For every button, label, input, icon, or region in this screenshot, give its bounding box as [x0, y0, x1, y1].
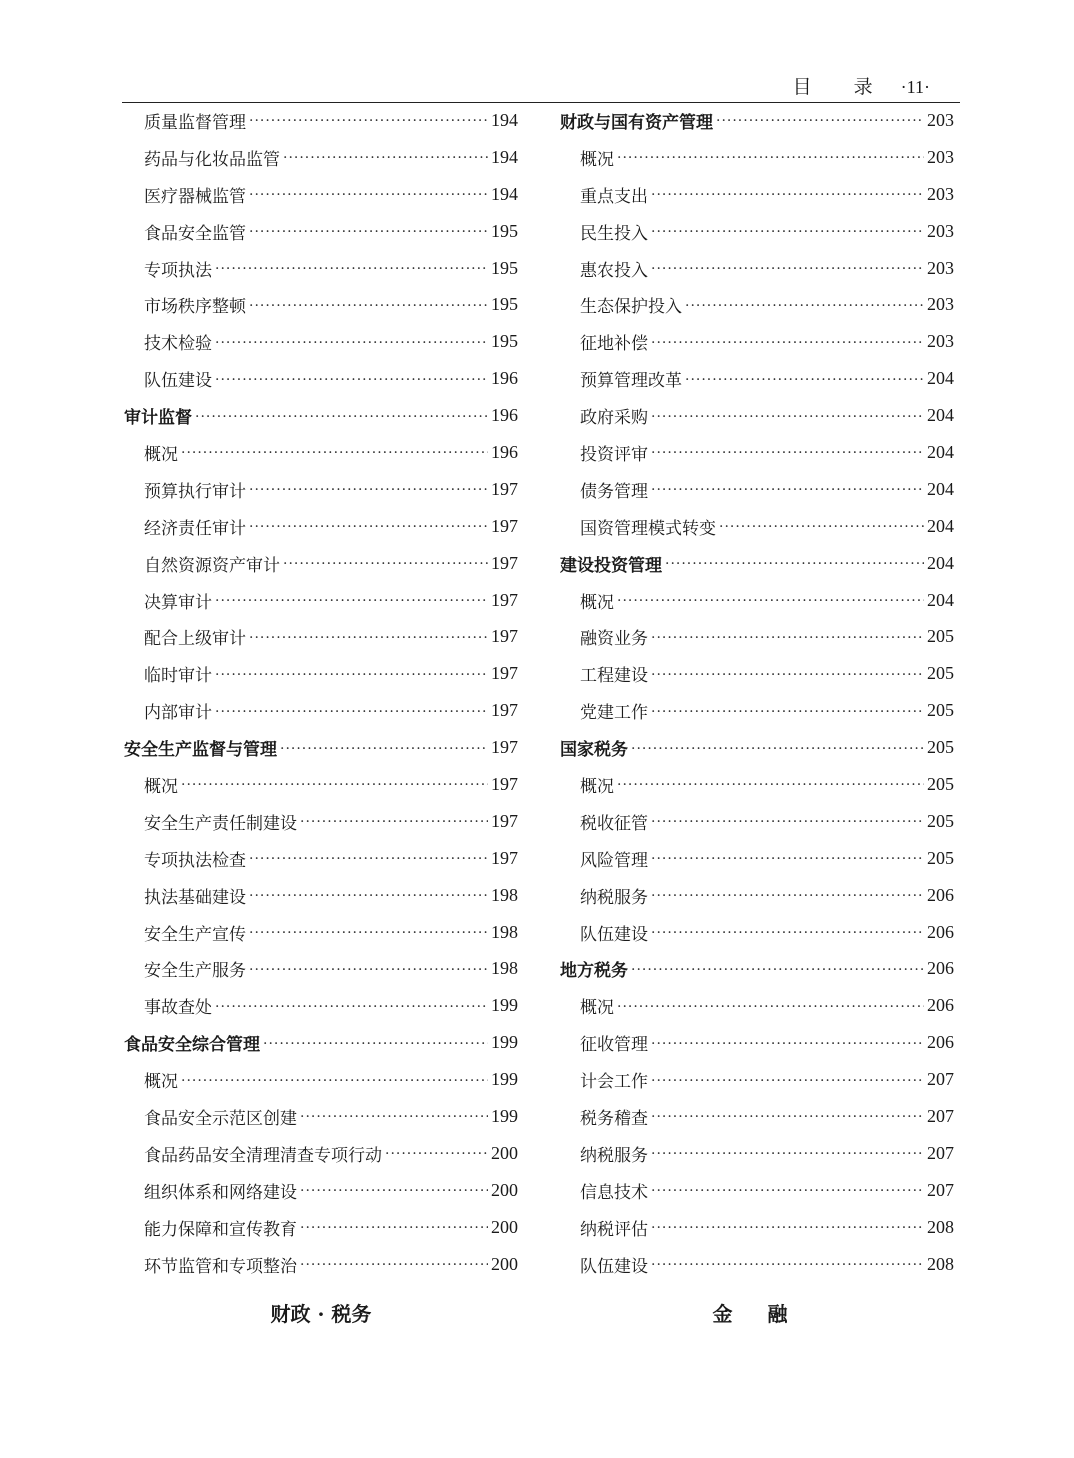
dot-leader	[249, 483, 488, 497]
dot-leader	[215, 594, 488, 608]
toc-entry-label: 能力保障和宣传教育	[144, 1219, 297, 1240]
toc-entry-label: 药品与化妆品监管	[144, 149, 280, 170]
toc-entry-page-number: 194	[491, 146, 518, 167]
dot-leader	[249, 889, 488, 903]
next-section-title-right: 金 融	[712, 1302, 802, 1326]
toc-entry[interactable]	[124, 508, 518, 545]
toc-entry-label: 国资管理模式转变	[580, 518, 716, 539]
toc-entry-page-number: 204	[927, 478, 954, 499]
dot-leader	[651, 483, 924, 497]
toc-entry-page-number: 207	[927, 1179, 954, 1200]
toc-section-entry[interactable]	[124, 1024, 518, 1061]
toc-entry-page-number: 203	[927, 183, 954, 204]
toc-entry-label: 融资业务	[580, 629, 648, 650]
toc-entry[interactable]	[124, 434, 518, 471]
toc-entry[interactable]	[124, 139, 518, 176]
toc-entry-page-number: 204	[927, 552, 954, 573]
toc-entry-page-number: 200	[491, 1179, 518, 1200]
dot-leader	[300, 1258, 488, 1272]
dot-leader	[617, 151, 924, 165]
toc-entry-page-number: 199	[491, 1069, 518, 1090]
dot-leader	[651, 1184, 924, 1198]
toc-entry-page-number: 197	[491, 700, 518, 721]
toc-entry-label: 债务管理	[580, 481, 648, 502]
toc-entry-label: 安全生产责任制建设	[144, 813, 297, 834]
toc-entry-page-number: 206	[927, 1032, 954, 1053]
toc-entry-page-number: 199	[491, 995, 518, 1016]
toc-entry-page-number: 195	[491, 331, 518, 352]
toc-entry[interactable]	[560, 434, 954, 471]
toc-entry-label: 生态保护投入	[580, 297, 682, 318]
toc-entry[interactable]	[124, 987, 518, 1024]
dot-leader	[716, 114, 924, 128]
toc-entry[interactable]	[560, 213, 954, 250]
toc-entry[interactable]	[124, 766, 518, 803]
dot-leader	[195, 410, 488, 424]
toc-entry-label: 税收征管	[580, 813, 648, 834]
toc-section-entry[interactable]	[124, 397, 518, 434]
toc-entry-label: 民生投入	[580, 223, 648, 244]
toc-entry[interactable]	[560, 1061, 954, 1098]
toc-entry-label: 预算管理改革	[580, 371, 682, 392]
toc-entry-page-number: 194	[491, 183, 518, 204]
toc-entry[interactable]	[124, 1172, 518, 1209]
toc-entry-page-number: 207	[927, 1105, 954, 1126]
toc-entry-label: 食品药品安全清理清查专项行动	[144, 1145, 382, 1166]
toc-entry-label: 纳税评估	[580, 1219, 648, 1240]
dot-leader	[249, 631, 488, 645]
toc-entry-label: 临时审计	[144, 666, 212, 687]
toc-entry-label: 队伍建设	[580, 1256, 648, 1277]
toc-entry[interactable]	[124, 914, 518, 951]
toc-entry[interactable]	[124, 360, 518, 397]
toc-entry-label: 专项执法检查	[144, 850, 246, 871]
toc-entry-page-number: 205	[927, 773, 954, 794]
toc-entry[interactable]	[124, 1209, 518, 1246]
toc-entry[interactable]	[560, 655, 954, 692]
toc-entry-label: 医疗器械监管	[144, 186, 246, 207]
dot-leader	[280, 742, 488, 756]
toc-entry[interactable]	[124, 618, 518, 655]
toc-entry-page-number: 196	[491, 405, 518, 426]
toc-entry-label: 概况	[580, 149, 614, 170]
toc-section-entry[interactable]	[560, 545, 954, 582]
toc-entry-label: 队伍建设	[580, 924, 648, 945]
dot-leader	[651, 410, 924, 424]
toc-entry[interactable]	[124, 1135, 518, 1172]
toc-entry-label: 执法基础建设	[144, 887, 246, 908]
toc-entry-label: 征收管理	[580, 1035, 648, 1056]
toc-entry-label: 计会工作	[580, 1072, 648, 1093]
toc-entry-page-number: 203	[927, 294, 954, 315]
toc-entry-label: 食品安全综合管理	[124, 1035, 260, 1056]
dot-leader	[249, 225, 488, 239]
toc-entry[interactable]	[124, 176, 518, 213]
toc-entry-page-number: 199	[491, 1105, 518, 1126]
toc-entry-label: 组织体系和网络建设	[144, 1182, 297, 1203]
toc-section-entry[interactable]	[560, 950, 954, 987]
toc-entry-page-number: 198	[491, 958, 518, 979]
dot-leader	[631, 742, 924, 756]
toc-entry-page-number: 203	[927, 109, 954, 130]
dot-leader	[249, 963, 488, 977]
dot-leader	[719, 520, 924, 534]
dot-leader	[651, 1147, 924, 1161]
toc-entry-label: 建设投资管理	[560, 555, 662, 576]
dot-leader	[249, 299, 488, 313]
toc-entry[interactable]	[124, 877, 518, 914]
dot-leader	[651, 1037, 924, 1051]
toc-entry-label: 安全生产宣传	[144, 924, 246, 945]
toc-entry[interactable]	[560, 508, 954, 545]
toc-section-entry[interactable]	[560, 102, 954, 139]
dot-leader	[651, 889, 924, 903]
dot-leader	[651, 446, 924, 460]
toc-entry[interactable]	[560, 397, 954, 434]
toc-entry-label: 概况	[580, 998, 614, 1019]
dot-leader	[651, 262, 924, 276]
toc-entry[interactable]	[560, 1135, 954, 1172]
toc-entry-page-number: 196	[491, 441, 518, 462]
toc-entry-page-number: 206	[927, 958, 954, 979]
page-header	[122, 68, 960, 103]
toc-entry-page-number: 197	[491, 810, 518, 831]
toc-entry[interactable]	[124, 1246, 518, 1283]
dot-leader	[651, 926, 924, 940]
toc-entry-page-number: 205	[927, 737, 954, 758]
dot-leader	[617, 594, 924, 608]
toc-entry[interactable]	[124, 840, 518, 877]
dot-leader	[249, 114, 488, 128]
dot-leader	[215, 262, 488, 276]
toc-entry-label: 市场秩序整顿	[144, 297, 246, 318]
dot-leader	[651, 852, 924, 866]
dot-leader	[283, 151, 488, 165]
dot-leader	[685, 373, 924, 387]
toc-entry-page-number: 207	[927, 1069, 954, 1090]
toc-entry[interactable]	[560, 323, 954, 360]
toc-entry-label: 预算执行审计	[144, 481, 246, 502]
toc-entry-page-number: 204	[927, 515, 954, 536]
toc-entry[interactable]	[560, 471, 954, 508]
toc-entry-label: 审计监督	[124, 408, 192, 429]
toc-entry-page-number: 197	[491, 737, 518, 758]
toc-entry-label: 经济责任审计	[144, 518, 246, 539]
toc-entry-page-number: 200	[491, 1142, 518, 1163]
dot-leader	[215, 336, 488, 350]
toc-entry[interactable]	[560, 987, 954, 1024]
toc-entry[interactable]	[560, 766, 954, 803]
dot-leader	[651, 336, 924, 350]
toc-entry-label: 概况	[580, 776, 614, 797]
dot-leader	[249, 188, 488, 202]
toc-entry-page-number: 197	[491, 773, 518, 794]
toc-section-entry[interactable]	[124, 729, 518, 766]
toc-entry-label: 地方税务	[560, 961, 628, 982]
dot-leader	[617, 1000, 924, 1014]
dot-leader	[215, 705, 488, 719]
toc-entry-page-number: 205	[927, 663, 954, 684]
dot-leader	[215, 668, 488, 682]
dot-leader	[263, 1037, 488, 1051]
toc-entry-page-number: 205	[927, 847, 954, 868]
toc-entry-label: 信息技术	[580, 1182, 648, 1203]
dot-leader	[651, 188, 924, 202]
toc-entry[interactable]	[560, 1098, 954, 1135]
toc-entry-label: 惠农投入	[580, 260, 648, 281]
dot-leader	[651, 1221, 924, 1235]
toc-entry-label: 安全生产服务	[144, 961, 246, 982]
toc-entry-label: 投资评审	[580, 444, 648, 465]
toc-entry[interactable]	[560, 692, 954, 729]
toc-entry[interactable]	[124, 213, 518, 250]
toc-entry-page-number: 204	[927, 589, 954, 610]
dot-leader	[249, 926, 488, 940]
toc-entry[interactable]	[560, 139, 954, 176]
dot-leader	[300, 1221, 488, 1235]
toc-entry-page-number: 204	[927, 368, 954, 389]
toc-entry[interactable]	[124, 1061, 518, 1098]
toc-entry-page-number: 205	[927, 626, 954, 647]
dot-leader	[631, 963, 924, 977]
toc-entry-label: 环节监管和专项整治	[144, 1256, 297, 1277]
toc-entry[interactable]	[124, 323, 518, 360]
toc-entry-page-number: 197	[491, 552, 518, 573]
toc-entry-label: 配合上级审计	[144, 629, 246, 650]
toc-entry[interactable]	[124, 582, 518, 619]
toc-entry-page-number: 194	[491, 109, 518, 130]
toc-entry-label: 重点支出	[580, 186, 648, 207]
toc-entry-page-number: 195	[491, 220, 518, 241]
toc-entry-page-number: 195	[491, 257, 518, 278]
toc-entry[interactable]	[124, 1098, 518, 1135]
toc-entry-label: 食品安全示范区创建	[144, 1108, 297, 1129]
toc-entry-page-number: 200	[491, 1253, 518, 1274]
toc-entry[interactable]	[560, 286, 954, 323]
toc-entry[interactable]	[560, 176, 954, 213]
toc-entry-page-number: 203	[927, 257, 954, 278]
toc-entry[interactable]	[560, 914, 954, 951]
toc-entry-label: 概况	[144, 444, 178, 465]
toc-entry-page-number: 206	[927, 921, 954, 942]
dot-leader	[651, 1258, 924, 1272]
dot-leader	[215, 373, 488, 387]
toc-entry-label: 政府采购	[580, 408, 648, 429]
toc-entry-label: 财政与国有资产管理	[560, 112, 713, 133]
toc-entry-label: 风险管理	[580, 850, 648, 871]
toc-entry[interactable]	[560, 1024, 954, 1061]
toc-entry-label: 概况	[144, 1072, 178, 1093]
dot-leader	[651, 225, 924, 239]
running-head-title: 目 录	[792, 76, 891, 98]
toc-entry-label: 技术检验	[144, 334, 212, 355]
dot-leader	[651, 668, 924, 682]
toc-entry-label: 食品安全监管	[144, 223, 246, 244]
toc-right-column	[560, 102, 954, 1283]
toc-entry-label: 安全生产监督与管理	[124, 740, 277, 761]
toc-entry-label: 纳税服务	[580, 1145, 648, 1166]
dot-leader	[181, 778, 488, 792]
dot-leader	[215, 1000, 488, 1014]
toc-entry-label: 队伍建设	[144, 371, 212, 392]
toc-entry[interactable]	[560, 1246, 954, 1283]
toc-entry-label: 税务稽查	[580, 1108, 648, 1129]
toc-entry-label: 概况	[144, 776, 178, 797]
toc-entry-label: 决算审计	[144, 592, 212, 613]
dot-leader	[300, 1110, 488, 1124]
toc-entry[interactable]	[560, 582, 954, 619]
toc-entry-label: 征地补偿	[580, 334, 648, 355]
dot-leader	[685, 299, 924, 313]
dot-leader	[181, 1074, 488, 1088]
toc-entry-page-number: 204	[927, 441, 954, 462]
toc-entry[interactable]	[560, 360, 954, 397]
dot-leader	[181, 446, 488, 460]
toc-entry[interactable]	[124, 692, 518, 729]
toc-entry[interactable]	[560, 1172, 954, 1209]
dot-leader	[249, 520, 488, 534]
toc-entry-page-number: 205	[927, 810, 954, 831]
toc-entry-label: 事故查处	[144, 998, 212, 1019]
running-head-page-number: ·11·	[900, 77, 930, 97]
toc-entry-page-number: 199	[491, 1032, 518, 1053]
toc-entry-page-number: 203	[927, 220, 954, 241]
toc-entry[interactable]	[560, 618, 954, 655]
dot-leader	[385, 1147, 488, 1161]
toc-entry[interactable]	[560, 840, 954, 877]
toc-entry[interactable]	[560, 803, 954, 840]
toc-entry-page-number: 200	[491, 1216, 518, 1237]
toc-entry-page-number: 207	[927, 1142, 954, 1163]
toc-entry-page-number: 197	[491, 626, 518, 647]
toc-entry-page-number: 203	[927, 146, 954, 167]
toc-entry-page-number: 203	[927, 331, 954, 352]
toc-entry-page-number: 195	[491, 294, 518, 315]
toc-entry-page-number: 204	[927, 405, 954, 426]
toc-entry-label: 工程建设	[580, 666, 648, 687]
toc-section-entry[interactable]	[560, 729, 954, 766]
toc-entry-page-number: 197	[491, 589, 518, 610]
dot-leader	[283, 557, 488, 571]
toc-entry-page-number: 197	[491, 663, 518, 684]
toc-entry[interactable]	[124, 250, 518, 287]
toc-entry-page-number: 206	[927, 884, 954, 905]
dot-leader	[300, 815, 488, 829]
toc-entry[interactable]	[560, 877, 954, 914]
toc-entry-page-number: 198	[491, 921, 518, 942]
toc-entry-page-number: 197	[491, 515, 518, 536]
toc-entry[interactable]	[124, 655, 518, 692]
toc-entry-page-number: 206	[927, 995, 954, 1016]
dot-leader	[651, 1074, 924, 1088]
running-head	[793, 72, 930, 99]
toc-entry[interactable]	[124, 545, 518, 582]
toc-entry-label: 自然资源资产审计	[144, 555, 280, 576]
toc-entry-page-number: 198	[491, 884, 518, 905]
toc-entry[interactable]	[124, 286, 518, 323]
dot-leader	[249, 852, 488, 866]
next-section-title-left: 财政 · 税务	[270, 1302, 372, 1326]
dot-leader	[617, 778, 924, 792]
toc-entry[interactable]	[124, 102, 518, 139]
toc-entry[interactable]	[124, 803, 518, 840]
dot-leader	[300, 1184, 488, 1198]
toc-entry-label: 党建工作	[580, 703, 648, 724]
toc-left-column	[124, 102, 518, 1283]
toc-entry-label: 概况	[580, 592, 614, 613]
toc-entry-label: 专项执法	[144, 260, 212, 281]
toc-entry[interactable]	[124, 950, 518, 987]
toc-entry-label: 质量监督管理	[144, 112, 246, 133]
dot-leader	[651, 815, 924, 829]
dot-leader	[665, 557, 924, 571]
toc-entry-page-number: 208	[927, 1253, 954, 1274]
dot-leader	[651, 631, 924, 645]
dot-leader	[651, 705, 924, 719]
toc-entry[interactable]	[124, 471, 518, 508]
toc-entry-label: 纳税服务	[580, 887, 648, 908]
toc-entry-page-number: 197	[491, 847, 518, 868]
toc-entry-page-number: 208	[927, 1216, 954, 1237]
toc-entry-label: 国家税务	[560, 740, 628, 761]
toc-entry-label: 内部审计	[144, 703, 212, 724]
toc-entry[interactable]	[560, 1209, 954, 1246]
toc-entry-page-number: 205	[927, 700, 954, 721]
toc-entry-page-number: 197	[491, 478, 518, 499]
toc-entry[interactable]	[560, 250, 954, 287]
dot-leader	[651, 1110, 924, 1124]
toc-entry-page-number: 196	[491, 368, 518, 389]
